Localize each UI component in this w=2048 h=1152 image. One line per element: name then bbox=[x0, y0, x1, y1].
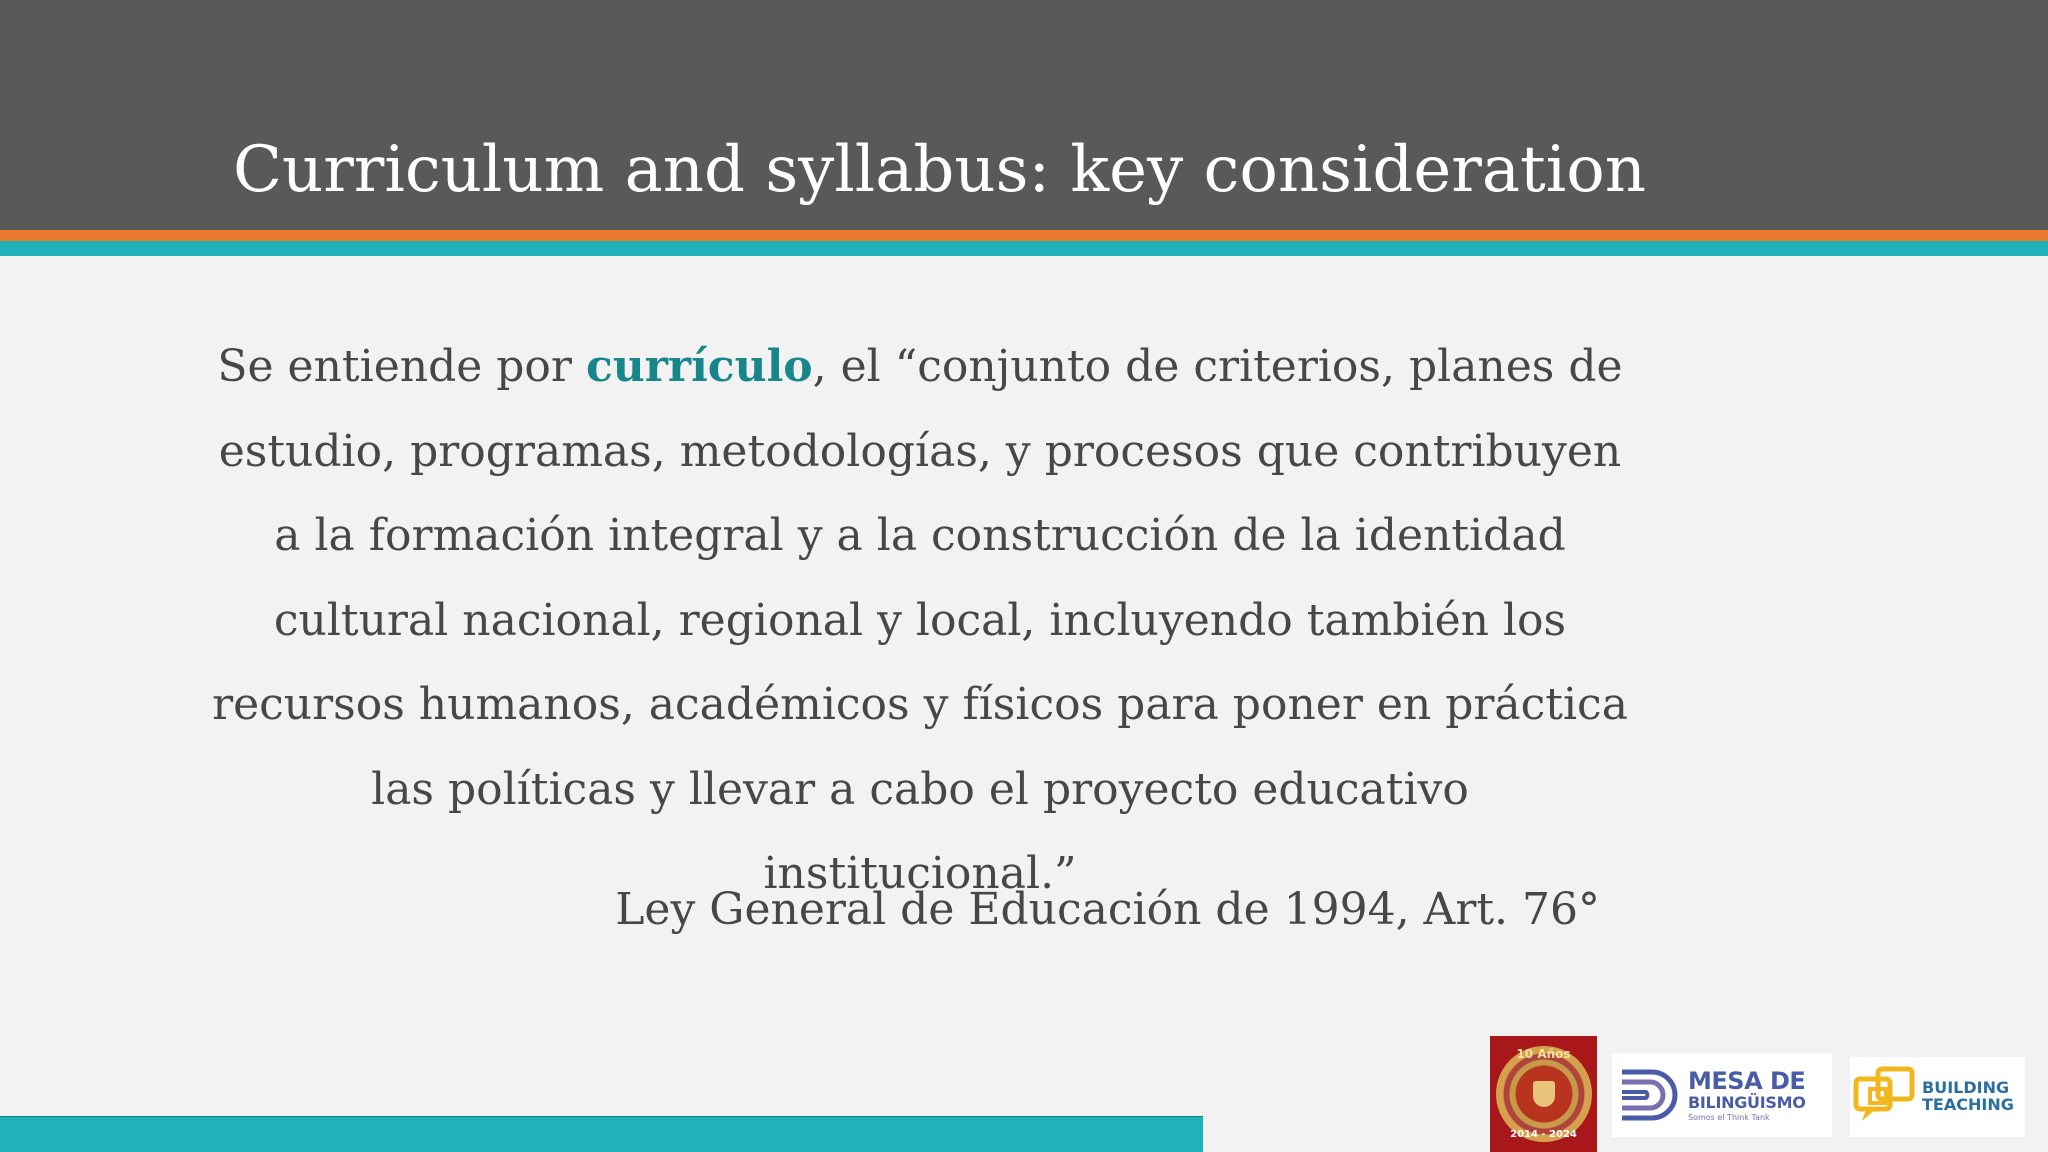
anniversary-seal-logo bbox=[1490, 1036, 1597, 1152]
accent-stripe-orange bbox=[0, 230, 2048, 241]
title-bar bbox=[0, 0, 2048, 230]
mesa-swirl-icon bbox=[1616, 1060, 1682, 1130]
slide-title: Curriculum and syllabus: key consideration bbox=[233, 133, 1646, 207]
speech-bubbles-icon bbox=[1852, 1065, 1918, 1129]
quote-body: , el “conjunto de criterios, planes de estudio, programas, metodologías, y procesos que contribuyen a la formación integral y a la construcción de la identidad cultural nacional, regional y local, incluyendo también los recursos humanos, académicos y físicos para poner en práctica las políticas y llevar a cabo el proyecto educativo institucional.” bbox=[212, 341, 1628, 899]
accent-stripe-teal bbox=[0, 241, 2048, 256]
footer-bar bbox=[0, 1116, 1203, 1152]
seal-top-text: 10 Años bbox=[1516, 1047, 1571, 1061]
seal-bottom-text: 2014 - 2024 bbox=[1510, 1129, 1577, 1140]
mesa-logo-line2: BILINGÜISMO bbox=[1688, 1092, 1806, 1112]
definition-quote bbox=[210, 325, 1630, 917]
seal-medal-icon bbox=[1496, 1046, 1592, 1142]
building-logo-line1: BUILDING bbox=[1922, 1078, 2010, 1098]
quote-prefix: Se entiende por bbox=[217, 341, 586, 392]
building-teaching-logo bbox=[1850, 1057, 2025, 1137]
mesa-logo-tagline: Somos el Think Tank bbox=[1688, 1112, 1770, 1122]
quote-keyword: currículo bbox=[585, 341, 813, 392]
mesa-logo-line1: MESA DE bbox=[1688, 1066, 1806, 1095]
building-logo-line2: TEACHING bbox=[1922, 1095, 2014, 1114]
quote-citation: Ley General de Educación de 1994, Art. 76° bbox=[615, 884, 1600, 935]
mesa-de-bilinguismo-logo bbox=[1612, 1053, 1832, 1137]
seal-shield-icon bbox=[1533, 1081, 1555, 1107]
